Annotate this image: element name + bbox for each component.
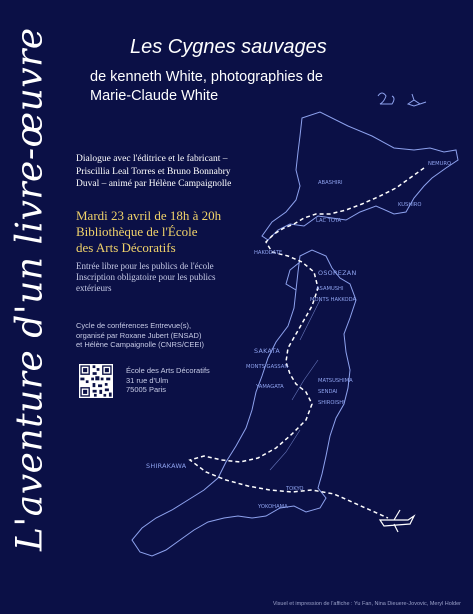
place-label-lac-toya: LAC TOYA: [316, 218, 342, 224]
address-line: École des Arts Décoratifs: [126, 366, 210, 375]
hokkaido-coastline: [262, 112, 458, 240]
place-label-kushiro: KUSHIRO: [398, 202, 422, 208]
place-label-monts-hakkoda: MONTS HAKKODA: [310, 297, 357, 303]
cycle-line: Cycle de conférences Entrevue(s),: [76, 321, 192, 330]
place-label-osorezan: OSOREZAN: [318, 269, 357, 277]
address-line: 31 rue d'Ulm: [126, 375, 169, 385]
event-date: Mardi 23 avril de 18h à 20h: [76, 208, 222, 223]
place-label-asamushi: ASAMUSHI: [316, 286, 344, 292]
place-label-yokohama: YOKOHAMA: [258, 504, 288, 510]
subtitle-line: Marie-Claude White: [90, 88, 219, 104]
address: [126, 366, 236, 395]
place-label-matsushima: MATSUSHIMA: [318, 378, 353, 384]
place-label-sakata: SAKATA: [254, 347, 281, 355]
entry-info: [76, 261, 266, 294]
cycle-line: organisé par Roxane Jubert (ENSAD): [76, 330, 202, 340]
place-label-nemuro: NEMURO: [428, 161, 452, 167]
event-venue: Bibliothèque de l'École: [76, 224, 198, 239]
dialogue-line: Duval – animé par Hélène Campaignolle: [76, 179, 232, 189]
event-venue: des Arts Décoratifs: [76, 240, 176, 255]
dialogue-info: [76, 153, 276, 191]
swan-icon: [408, 94, 426, 106]
vertical-title: L'aventure d'un livre-œuvre: [9, 27, 51, 552]
place-label-hakodate: HAKODATE: [254, 250, 283, 256]
cycle-line: et Hélène Campaignolle (CNRS/CEEI): [76, 340, 204, 349]
subtitle-line: de kenneth White, photographies de: [90, 69, 323, 85]
place-label-sendai: SENDAI: [318, 389, 338, 395]
cycle-info: [76, 321, 276, 350]
credits: Visuel et impression de l'affiche : Yu Fan, Nina Dieuere-Jovovic, Meryl Holder: [272, 601, 461, 607]
dialogue-line: Priscillia Leal Torres et Bruno Bonnabry: [76, 166, 231, 177]
entry-line: Entrée libre pour les publics de l'école: [76, 261, 214, 271]
entry-line: Inscription obligatoire pour les publics: [76, 272, 216, 282]
dialogue-line: Dialogue avec l'éditrice et le fabricant –: [76, 154, 228, 164]
book-title: Les Cygnes sauvages: [130, 36, 327, 58]
subtitle: [90, 68, 390, 106]
place-label-shiroishi: SHIROISHI: [318, 400, 345, 406]
place-label-shirakawa: SHIRAKAWA: [146, 462, 187, 470]
plane-icon: [380, 510, 414, 532]
entry-line: extérieurs: [76, 283, 112, 293]
qr-code-icon[interactable]: [79, 364, 113, 398]
place-label-monts-gassan: MONTS GASSAN: [246, 364, 289, 370]
place-label-yamagata: YAMAGATA: [256, 384, 284, 390]
place-label-tokyo: TOKYO: [286, 486, 304, 492]
event-details: [76, 208, 276, 256]
address-line: 75005 Paris: [126, 385, 167, 394]
place-label-abashiri: ABASHIRI: [318, 180, 343, 186]
